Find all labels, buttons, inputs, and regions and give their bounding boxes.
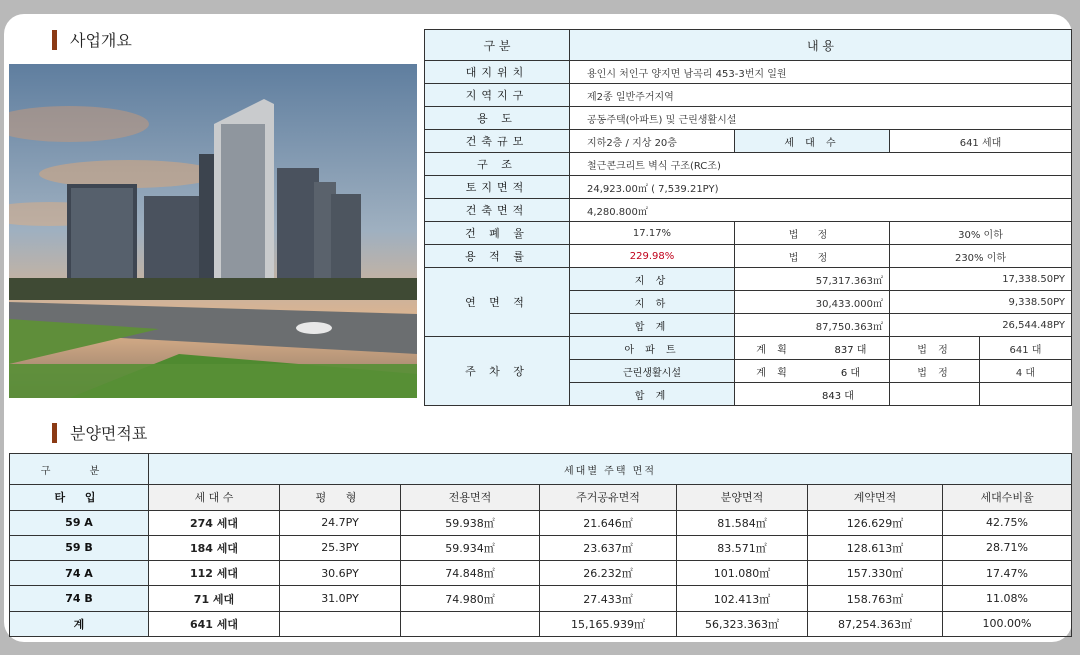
coverage-legal-value: 30% 이하	[890, 222, 1072, 245]
total-contract-cell: 87,254.363㎡	[808, 611, 943, 636]
use-value: 공동주택(아파트) 및 근린생활시설	[570, 107, 1072, 130]
column-header: 평 형	[280, 485, 401, 510]
ratio-cell: 28.71%	[943, 535, 1072, 560]
building-area-label: 건축면적	[425, 199, 570, 222]
overview-header-naeyong: 내 용	[570, 30, 1072, 61]
floor-row-py: 9,338.50PY	[890, 291, 1072, 314]
table-row	[10, 561, 1072, 586]
structure-label: 구 조	[425, 153, 570, 176]
overview-header-gubun: 구 분	[425, 30, 570, 61]
ratio-cell: 42.75%	[943, 510, 1072, 535]
table-row	[10, 510, 1072, 535]
pyeong-cell: 30.6PY	[280, 561, 401, 586]
overview-title-text: 사업개요	[70, 31, 132, 50]
exclusive-cell: 74.848㎡	[401, 561, 540, 586]
exclusive-cell: 59.934㎡	[401, 535, 540, 560]
contract-cell: 126.629㎡	[808, 510, 943, 535]
coverage-value: 17.17%	[570, 222, 735, 245]
overview-section-title	[52, 28, 132, 51]
location-label: 대지위치	[425, 61, 570, 84]
parking-plan-cell	[735, 337, 890, 360]
total-pyeong-cell	[280, 611, 401, 636]
type-cell: 59 B	[10, 535, 149, 560]
empty-cell	[980, 383, 1072, 406]
parking-plan-label: 계 획	[756, 367, 791, 379]
total-exclusive-cell	[401, 611, 540, 636]
scale-label: 건축규모	[425, 130, 570, 153]
location-value: 용인시 처인구 양지면 남곡리 453-3번지 일원	[570, 61, 1072, 84]
parking-plan-value: 6 대	[840, 367, 861, 379]
column-header: 주거공유면적	[540, 485, 677, 510]
total-ratio-cell: 100.00%	[943, 611, 1072, 636]
shared-cell: 27.433㎡	[540, 586, 677, 611]
parking-legal-label: 법 정	[890, 360, 980, 383]
areas-gubun-header: 구 분	[10, 454, 149, 485]
land-area-label: 토지면적	[425, 176, 570, 199]
parking-legal-value: 4 대	[980, 360, 1072, 383]
contract-cell: 158.763㎡	[808, 586, 943, 611]
zone-label: 지역지구	[425, 84, 570, 107]
type-cell: 59 A	[10, 510, 149, 535]
sale-cell: 101.080㎡	[677, 561, 808, 586]
type-cell: 74 A	[10, 561, 149, 586]
type-cell: 74 B	[10, 586, 149, 611]
floor-row-sqm: 30,433.000㎡	[735, 291, 890, 314]
parking-plan-label: 계 획	[756, 344, 791, 356]
column-header: 분양면적	[677, 485, 808, 510]
far-value: 229.98%	[570, 245, 735, 268]
overview-table	[424, 29, 1072, 406]
floor-row-py: 26,544.48PY	[890, 314, 1072, 337]
total-sale-cell: 56,323.363㎡	[677, 611, 808, 636]
zone-value: 제2종 일반주거지역	[570, 84, 1072, 107]
parking-plan-cell	[735, 360, 890, 383]
column-header: 계약면적	[808, 485, 943, 510]
parking-legal-label: 법 정	[890, 337, 980, 360]
table-row	[10, 586, 1072, 611]
table-row	[10, 535, 1072, 560]
floor-row-label: 합 계	[570, 314, 735, 337]
type-header: 타 입	[10, 485, 149, 510]
sale-cell: 81.584㎡	[677, 510, 808, 535]
far-legal-label: 법 정	[735, 245, 890, 268]
area-table	[9, 453, 1072, 637]
title-bar-marker	[52, 423, 57, 443]
floor-row-py: 17,338.50PY	[890, 268, 1072, 291]
total-type-cell: 계	[10, 611, 149, 636]
pyeong-cell: 31.0PY	[280, 586, 401, 611]
coverage-label: 건 폐 율	[425, 222, 570, 245]
empty-cell	[890, 383, 980, 406]
areas-group-header: 세대별 주택 면적	[149, 454, 1072, 485]
pyeong-cell: 25.3PY	[280, 535, 401, 560]
floor-area-label: 연 면 적	[425, 268, 570, 337]
apartment-rendering-image	[9, 64, 417, 398]
contract-cell: 128.613㎡	[808, 535, 943, 560]
households-cell: 112 세대	[149, 561, 280, 586]
title-bar-marker	[52, 30, 57, 50]
land-area-value: 24,923.00㎡ ( 7,539.21PY)	[570, 176, 1072, 199]
column-header: 세 대 수	[149, 485, 280, 510]
floor-row-sqm: 87,750.363㎡	[735, 314, 890, 337]
sale-cell: 102.413㎡	[677, 586, 808, 611]
households-cell: 274 세대	[149, 510, 280, 535]
building-area-value: 4,280.800㎡	[570, 199, 1072, 222]
areas-title-text: 분양면적표	[70, 424, 148, 443]
parking-row-label: 근린생활시설	[570, 360, 735, 383]
parking-row-label: 아 파 트	[570, 337, 735, 360]
exclusive-cell: 74.980㎡	[401, 586, 540, 611]
floor-row-label: 지 하	[570, 291, 735, 314]
sale-cell: 83.571㎡	[677, 535, 808, 560]
column-header: 세대수비율	[943, 485, 1072, 510]
parking-plan-value: 837 대	[834, 344, 867, 356]
households-value: 641 세대	[890, 130, 1072, 153]
parking-total-cell	[735, 383, 890, 406]
shared-cell: 23.637㎡	[540, 535, 677, 560]
households-label: 세 대 수	[735, 130, 890, 153]
total-households-cell: 641 세대	[149, 611, 280, 636]
areas-section-title	[52, 421, 147, 444]
contract-cell: 157.330㎡	[808, 561, 943, 586]
far-legal-value: 230% 이하	[890, 245, 1072, 268]
total-shared-cell: 15,165.939㎡	[540, 611, 677, 636]
shared-cell: 26.232㎡	[540, 561, 677, 586]
households-cell: 71 세대	[149, 586, 280, 611]
coverage-legal-label: 법 정	[735, 222, 890, 245]
ratio-cell: 11.08%	[943, 586, 1072, 611]
shared-cell: 21.646㎡	[540, 510, 677, 535]
scale-value: 지하2층 / 지상 20층	[570, 130, 735, 153]
structure-value: 철근콘크리트 벽식 구조(RC조)	[570, 153, 1072, 176]
far-label: 용 적 률	[425, 245, 570, 268]
ratio-cell: 17.47%	[943, 561, 1072, 586]
parking-total-label: 합 계	[570, 383, 735, 406]
households-cell: 184 세대	[149, 535, 280, 560]
pyeong-cell: 24.7PY	[280, 510, 401, 535]
total-row	[10, 611, 1072, 636]
floor-row-label: 지 상	[570, 268, 735, 291]
parking-legal-value: 641 대	[980, 337, 1072, 360]
parking-total-value: 843 대	[822, 390, 854, 402]
use-label: 용 도	[425, 107, 570, 130]
parking-label: 주 차 장	[425, 337, 570, 406]
floor-row-sqm: 57,317.363㎡	[735, 268, 890, 291]
exclusive-cell: 59.938㎡	[401, 510, 540, 535]
column-header: 전용면적	[401, 485, 540, 510]
